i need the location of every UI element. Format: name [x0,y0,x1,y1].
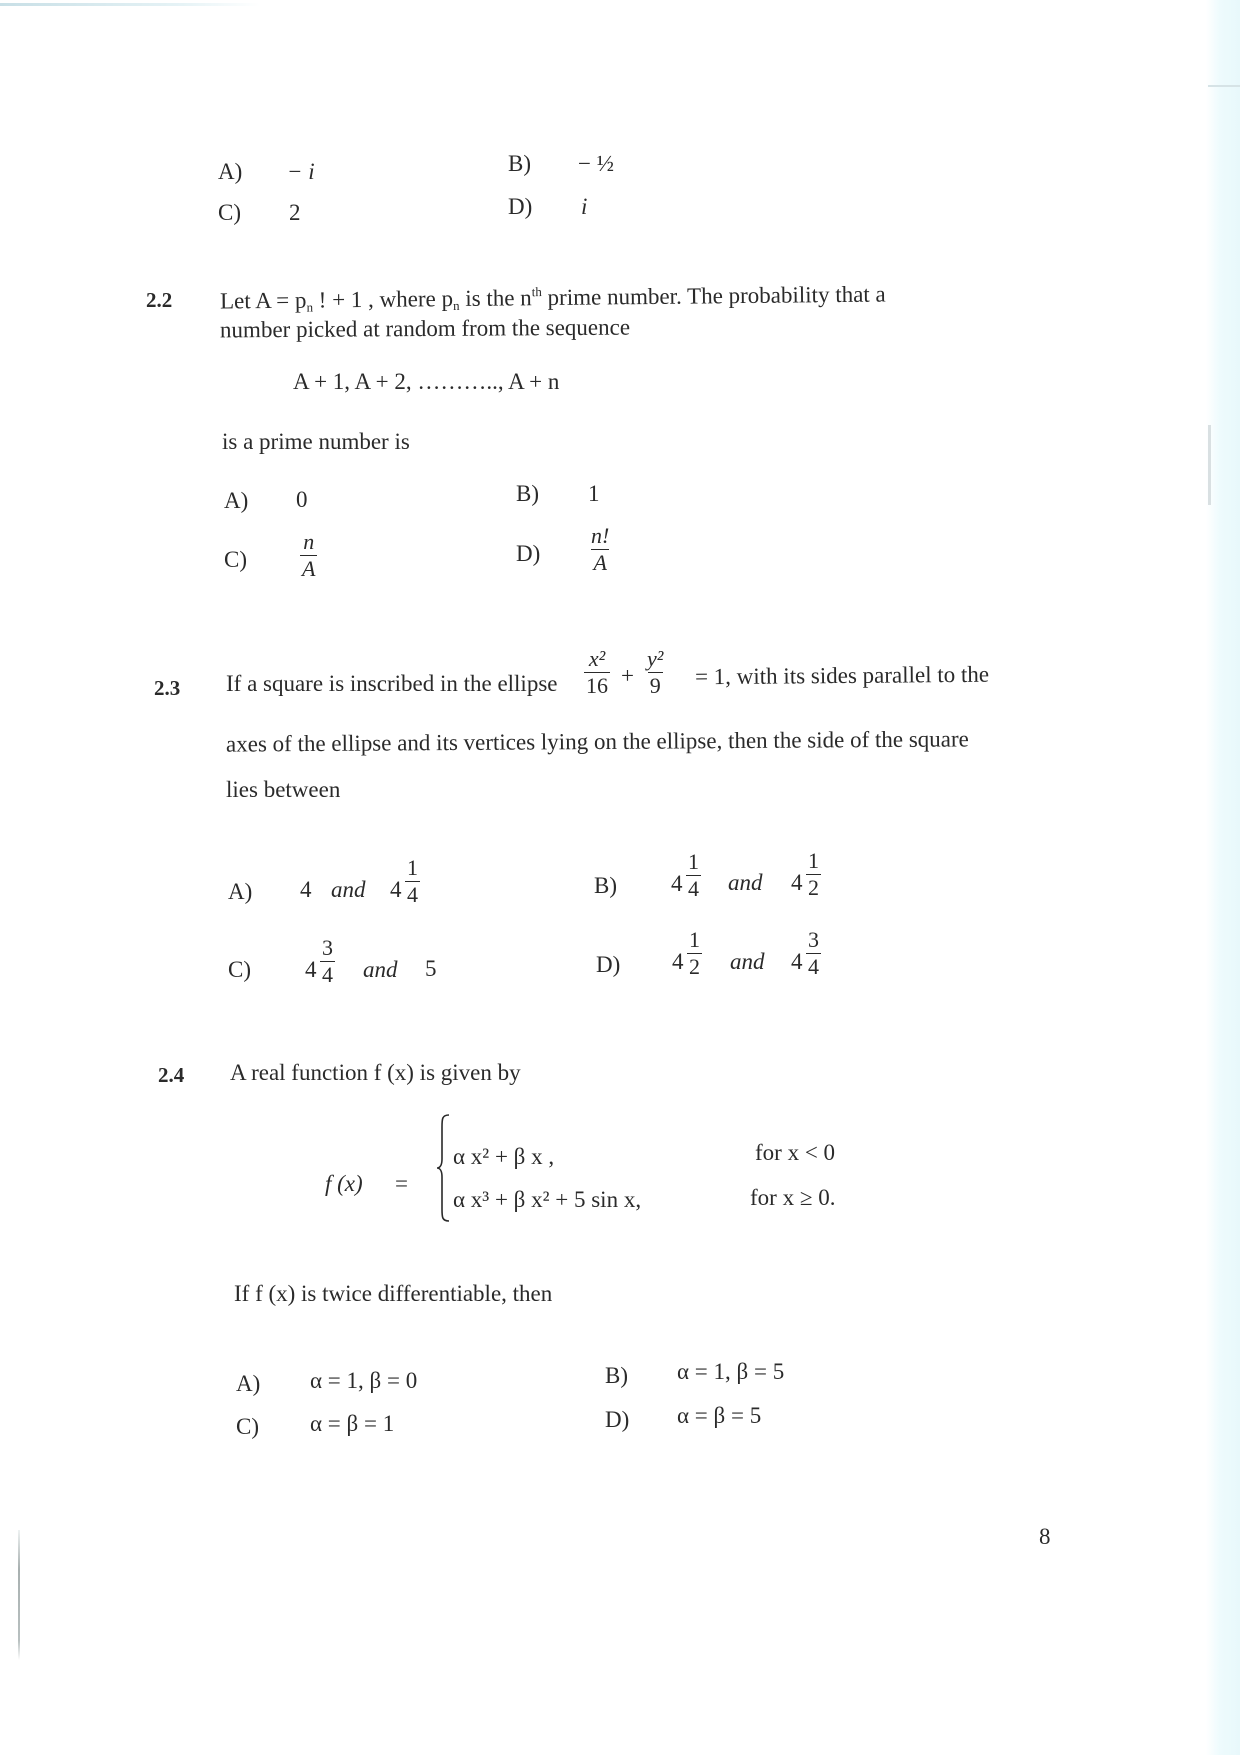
scan-artifact-left-line [18,1530,20,1660]
numerator: n [303,529,315,554]
option-value: 2 [289,200,301,225]
denominator: 2 [689,954,700,979]
denominator: A [593,550,607,575]
numerator: y² [647,646,664,671]
fraction [584,648,610,697]
question-number: 2.2 [146,288,173,312]
option-label: D) [596,952,621,977]
scan-mark [1208,425,1211,505]
question-text: lies between [226,777,341,802]
text: ! + 1 , where p [312,286,454,313]
denominator: 9 [649,673,661,698]
question-text: If f (x) is twice differentiable, then [234,1281,553,1306]
option-label: C) [218,200,241,225]
numerator: 3 [808,927,819,952]
scan-mark [1208,85,1240,87]
option-label: D) [605,1407,630,1432]
superscript: th [531,284,542,300]
mixed-whole: 5 [425,956,437,981]
fraction [589,525,611,574]
option-value: α = β = 1 [310,1411,395,1436]
option-label: D) [516,541,541,566]
fraction [687,929,702,978]
text: Let A = p [219,287,307,314]
text: prime number. The probability that a [541,281,886,311]
question-text: A real function f (x) is given by [230,1060,521,1085]
and-text: and [331,877,366,902]
option-label: A) [218,159,243,184]
scan-artifact-top [0,3,260,6]
option-label: C) [228,957,251,982]
case-1-condition: for x < 0 [755,1140,836,1165]
numerator: n! [591,523,610,548]
scan-artifact-right-edge [1206,0,1240,1755]
fraction [806,850,821,899]
option-value: α = 1, β = 5 [677,1359,785,1384]
option-label: C) [224,547,247,572]
denominator: 4 [808,954,819,979]
subscript: n [453,297,460,314]
equals-sign: = [395,1171,408,1196]
option-label: A) [228,879,253,904]
mixed-whole: 4 [791,870,803,895]
denominator: 4 [688,876,699,901]
left-brace-icon [436,1113,450,1223]
question-text: is a prime number is [222,429,410,454]
mixed-whole: 4 [300,877,312,902]
denominator: 4 [322,962,333,987]
fraction [645,648,665,697]
option-label: A) [224,488,249,513]
mixed-whole: 4 [672,949,684,974]
case-1-expression: α x² + β x , [453,1144,555,1169]
option-value: 0 [296,487,308,512]
option-value: − i [287,159,315,184]
numerator: 1 [407,855,418,880]
option-label: B) [594,873,617,898]
denominator: 4 [407,882,418,907]
case-2-expression: α x³ + β x² + 5 sin x, [453,1187,642,1212]
question-number: 2.4 [158,1063,185,1087]
question-text: number picked at random from the sequence [219,314,631,343]
numerator: 3 [322,935,333,960]
option-value: α = β = 5 [677,1403,762,1428]
option-label: A) [236,1371,261,1396]
denominator: 2 [808,875,819,900]
text: is the n [459,285,532,311]
page-number: 8 [1039,1524,1051,1549]
option-value: 1 [588,481,600,506]
option-value: i [581,194,588,219]
and-text: and [730,949,765,974]
numerator: 1 [688,849,699,874]
mixed-whole: 4 [791,949,803,974]
denominator: A [302,556,316,581]
and-text: and [363,957,398,982]
fraction [806,929,821,978]
and-text: and [728,870,763,895]
question-text: = 1, with its sides parallel to the [694,661,990,690]
mixed-whole: 4 [390,877,402,902]
function-name: f (x) [325,1171,363,1196]
fraction [686,851,701,900]
denominator: 16 [586,673,608,698]
subscript: n [306,299,314,315]
option-label: C) [236,1414,259,1439]
plus-sign: + [621,663,634,688]
fraction [300,531,317,580]
option-label: B) [508,151,531,176]
fraction [405,857,420,906]
fraction [320,937,335,986]
option-label: B) [605,1363,628,1388]
mixed-whole: 4 [671,871,683,896]
option-value: α = 1, β = 0 [310,1368,418,1393]
question-text: If a square is inscribed in the ellipse [226,671,558,696]
question-text: axes of the ellipse and its vertices lying on the ellipse, then the side of the square [225,726,969,757]
numerator: 1 [808,848,819,873]
question-text [220,282,886,315]
mixed-whole: 4 [305,957,317,982]
option-label: B) [516,481,539,506]
question-number: 2.3 [154,676,181,700]
case-2-condition: for x ≥ 0. [750,1185,836,1210]
numerator: x² [588,646,606,671]
option-label: D) [508,194,533,219]
numerator: 1 [689,927,700,952]
option-value: − ½ [578,151,614,176]
sequence: A + 1, A + 2, ……….., A + n [293,369,560,394]
